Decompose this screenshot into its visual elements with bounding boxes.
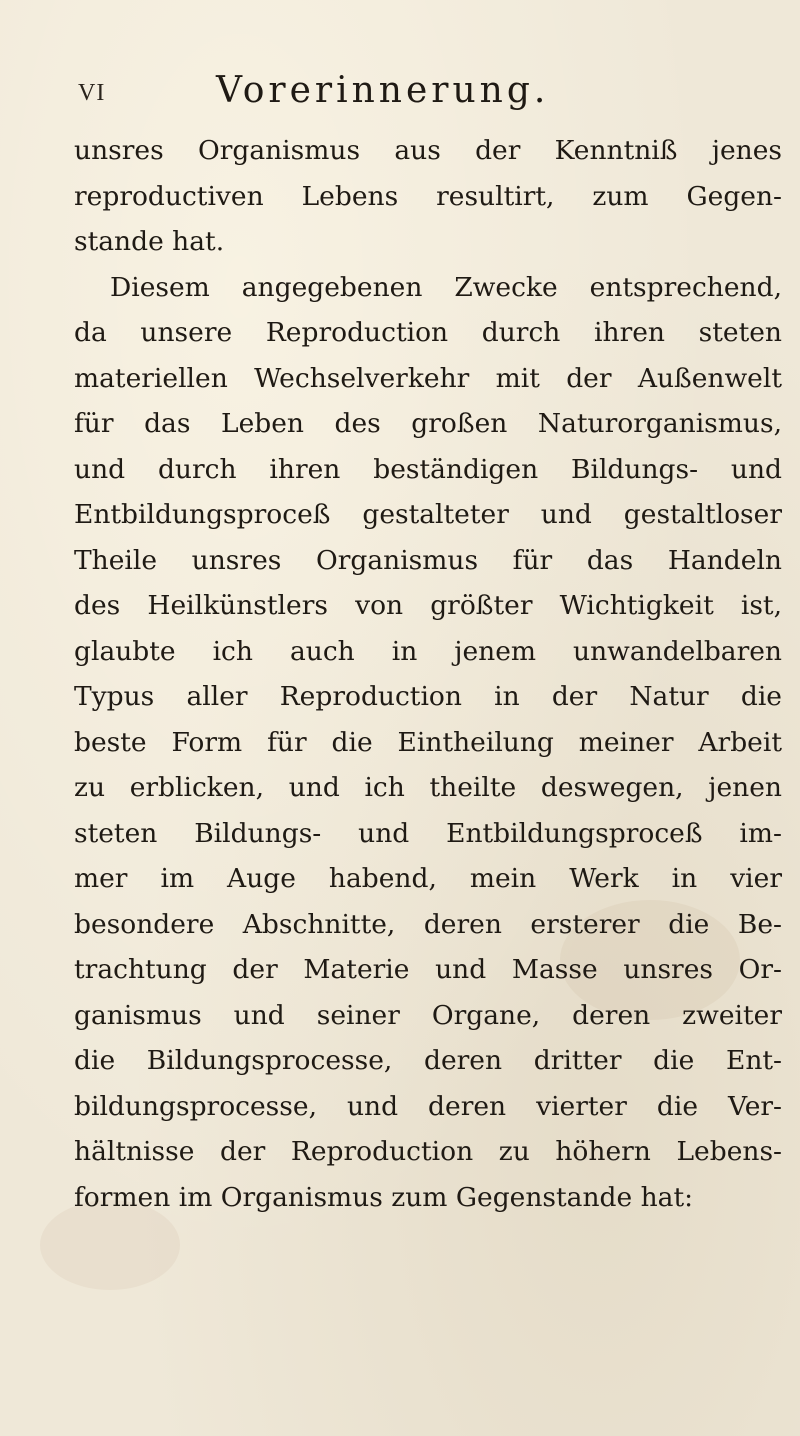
text-line: formen im Organismus zum Gegenstande hat: — [74, 1181, 694, 1213]
text-line: Diesem angegebenen Zwecke entsprechend, — [110, 271, 782, 303]
text-line: Typus aller Reproduction in der Natur die — [74, 681, 782, 712]
text-line: für das Leben des großen Naturorganismus, — [74, 408, 782, 439]
text-line: trachtung der Materie und Masse unsres Or- — [74, 954, 782, 985]
text-line: besondere Abschnitte, deren ersterer die Be- — [74, 908, 782, 940]
text-line: steten Bildungs- und Entbildungsproceß im- — [74, 817, 782, 849]
running-head: Vorerinnerung. — [216, 70, 550, 111]
text-line: hältnisse der Reproduction zu höhern Lebens- — [74, 1136, 782, 1167]
page-number: VI — [78, 80, 106, 106]
text-line: materiellen Wechselverkehr mit der Außenwelt — [74, 362, 782, 394]
page-header — [78, 64, 778, 114]
text-line: reproductiven Lebens resultirt, zum Gegen- — [74, 180, 782, 212]
body-text — [74, 128, 782, 1220]
text-line: Entbildungsproceß gestalteter und gestaltloser — [74, 499, 782, 530]
text-line: stande hat. — [74, 226, 225, 257]
text-line: des Heilkünstlers von größter Wichtigkeit ist, — [74, 590, 782, 621]
text-line: ganismus und seiner Organe, deren zweiter — [74, 999, 782, 1031]
text-line: zu erblicken, und ich theilte deswegen, jenen — [74, 772, 782, 803]
text-line: Theile unsres Organismus für das Handeln — [74, 544, 782, 576]
text-line: mer im Auge habend, mein Werk in vier — [74, 863, 782, 894]
text-line: und durch ihren beständigen Bildungs- und — [74, 453, 782, 485]
text-line: unsres Organismus aus der Kenntniß jenes — [74, 135, 782, 166]
text-line: da unsere Reproduction durch ihren steten — [74, 317, 782, 348]
text-line: beste Form für die Eintheilung meiner Arbeit — [74, 726, 782, 758]
text-line: glaubte ich auch in jenem unwandelbaren — [74, 635, 782, 667]
text-line: die Bildungsprocesse, deren dritter die Ent- — [74, 1045, 782, 1076]
text-line: bildungsprocesse, und deren vierter die Ver- — [74, 1090, 782, 1122]
